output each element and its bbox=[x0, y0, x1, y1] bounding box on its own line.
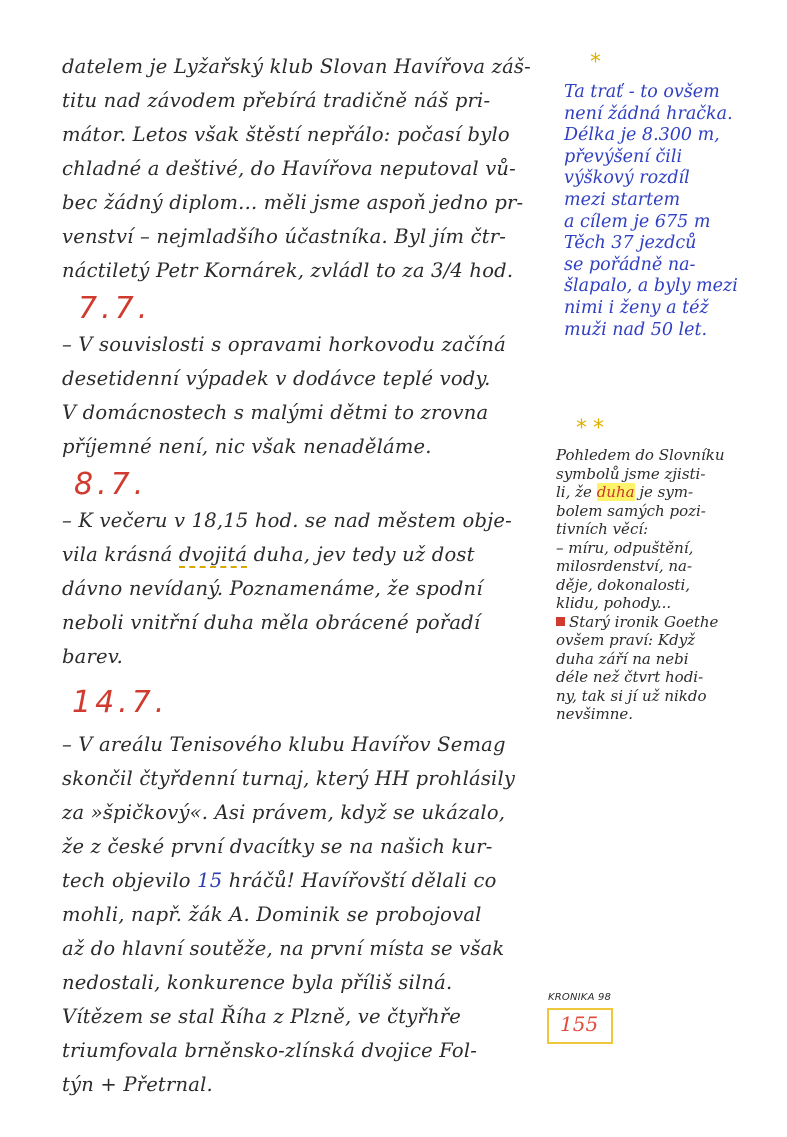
note-line bbox=[556, 483, 776, 502]
page-number: 155 bbox=[560, 1012, 599, 1036]
note-line: Těch 37 jezdců bbox=[564, 233, 697, 254]
main-column bbox=[62, 50, 540, 1102]
text-fragment: li, že bbox=[556, 483, 597, 501]
text-fragment: tech objevilo bbox=[62, 869, 198, 892]
text-line: bec žádný diplom... měli jsme aspoň jedno pr- bbox=[62, 191, 524, 214]
note-line: výškový rozdíl bbox=[564, 168, 690, 189]
side-note-track bbox=[564, 82, 774, 341]
note-line: není žádná hračka. bbox=[564, 103, 733, 124]
paragraph-continuation bbox=[62, 50, 540, 288]
asterisk-marker: * bbox=[590, 50, 601, 75]
text-line: až do hlavní soutěže, na první místa se však bbox=[62, 937, 505, 960]
text-line: nedostali, konkurence byla příliš silná. bbox=[62, 971, 453, 994]
text-fragment: vila krásná bbox=[62, 543, 179, 566]
side-note-rainbow bbox=[556, 446, 776, 724]
highlighted-word: dvojitá bbox=[178, 543, 248, 566]
text-fragment: je sym- bbox=[634, 483, 694, 501]
text-line: mohli, např. žák A. Dominik se probojoval bbox=[62, 903, 482, 926]
text-line: triumfovala brněnsko-zlínská dvojice Fol- bbox=[62, 1039, 478, 1062]
text-line: dávno nevídaný. Poznamenáme, že spodní bbox=[62, 577, 483, 600]
highlighted-word: duha bbox=[596, 483, 635, 501]
note-line: klidu, pohody... bbox=[556, 594, 672, 612]
note-line: bolem samých pozi- bbox=[556, 501, 706, 520]
date-heading: 7.7. bbox=[78, 291, 152, 326]
text-line bbox=[62, 538, 540, 572]
note-line: tivních věcí: bbox=[556, 520, 649, 538]
text-line: – V souvislosti s opravami horkovodu začíná bbox=[62, 333, 507, 356]
paragraph-hot-water bbox=[62, 328, 540, 464]
note-line bbox=[556, 613, 776, 632]
note-line: šlapalo, a byly mezi bbox=[564, 276, 738, 297]
text-line: – V areálu Tenisového klubu Havířov Semag bbox=[62, 733, 506, 756]
text-line: titu nad závodem přebírá tradičně náš pri- bbox=[62, 89, 491, 112]
note-line: Délka je 8.300 m, bbox=[564, 125, 720, 146]
note-line: děje, dokonalosti, bbox=[556, 575, 691, 594]
text-line: týn + Přetrnal. bbox=[62, 1073, 213, 1096]
date-heading: 8.7. bbox=[74, 467, 148, 502]
text-line: datelem je Lyžařský klub Slovan Havířova záš- bbox=[62, 55, 531, 78]
paragraph-rainbow bbox=[62, 504, 540, 674]
note-line: ny, tak si jí už nikdo bbox=[556, 686, 707, 705]
text-line: skončil čtyřdenní turnaj, který HH prohlásily bbox=[62, 767, 516, 790]
bullet-square-icon bbox=[556, 617, 565, 626]
text-line: – K večeru v 18,15 hod. se nad městem obje- bbox=[62, 509, 512, 532]
text-line: že z české první dvacítky se na našich kur- bbox=[62, 835, 493, 858]
text-line: příjemné není, nic však nenaděláme. bbox=[62, 435, 432, 458]
text-line: V domácnostech s malými dětmi to zrovna bbox=[62, 401, 489, 424]
double-asterisk-marker: ** bbox=[576, 416, 610, 441]
text-fragment: Starý ironik Goethe bbox=[569, 612, 719, 631]
note-line: déle než čtvrt hodi- bbox=[556, 668, 704, 686]
note-line: symbolů jsme zjisti- bbox=[556, 464, 706, 483]
text-line: desetidenní výpadek v dodávce teplé vody. bbox=[62, 367, 491, 390]
note-line: nimi i ženy a též bbox=[564, 297, 709, 318]
text-line: barev. bbox=[62, 645, 124, 668]
note-line: Pohledem do Slovníku bbox=[556, 446, 725, 464]
highlighted-number: 15 bbox=[197, 869, 223, 892]
paragraph-tennis bbox=[62, 728, 540, 1102]
note-line: duha září na nebi bbox=[556, 649, 689, 668]
chronicle-label: KRONIKA 98 bbox=[548, 992, 612, 1003]
note-line: – míru, odpuštění, bbox=[556, 538, 694, 557]
note-line: Ta trať - to ovšem bbox=[564, 82, 720, 102]
text-line: chladné a deštivé, do Havířova neputoval vů- bbox=[62, 157, 516, 180]
note-line: mezi startem bbox=[564, 189, 681, 210]
note-line: a cílem je 675 m bbox=[564, 211, 711, 232]
date-heading: 14.7. bbox=[72, 685, 169, 720]
text-line: Vítězem se stal Říha z Plzně, ve čtyřhře bbox=[62, 1005, 462, 1028]
text-line: neboli vnitřní duha měla obrácené pořadí bbox=[62, 611, 481, 634]
text-fragment: duha, jev tedy už dost bbox=[247, 543, 475, 566]
text-fragment: hráčů! Havířovští dělali co bbox=[222, 869, 497, 892]
note-line: muži nad 50 let. bbox=[564, 319, 708, 340]
text-line: venství – nejmladšího účastníka. Byl jím čtr- bbox=[62, 225, 507, 248]
text-line bbox=[62, 864, 540, 898]
note-line: se pořádně na- bbox=[564, 254, 696, 275]
note-line: milosrdenství, na- bbox=[556, 557, 693, 575]
note-line: ovšem praví: Když bbox=[556, 631, 696, 649]
text-line: mátor. Letos však štěstí nepřálo: počasí bylo bbox=[62, 123, 510, 146]
note-line: převýšení čili bbox=[564, 146, 683, 167]
text-line: za »špičkový«. Asi právem, když se ukázalo, bbox=[62, 801, 506, 824]
note-line: nevšimne. bbox=[556, 705, 634, 723]
text-line: náctiletý Petr Kornárek, zvládl to za 3/4 hod. bbox=[62, 259, 514, 282]
